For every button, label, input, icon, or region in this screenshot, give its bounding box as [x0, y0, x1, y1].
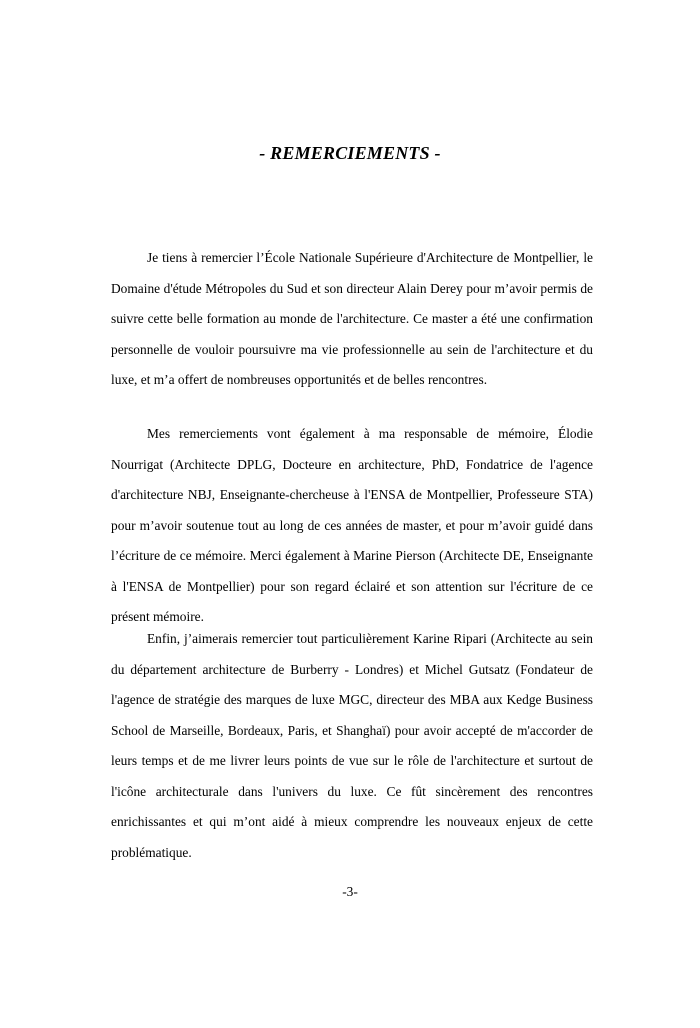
paragraph-supervisor-thanks: Mes remerciements vont également à ma responsable de mémoire, Élodie Nourrigat (Architecte DPLG, Docteure en architecture, PhD, Fondatrice de l'agence d'architecture NBJ, Enseignante-chercheuse à l'ENSA de Montpellier, Professeure STA) pour m’avoir soutenue tout au long de ces années de master, et pour m’avoir guidé dans l’écriture de ce mémoire. Merci également à Marine Pierson (Architecte DE, Enseignante à l'ENSA de Montpellier) pour son regard éclairé et son attention sur l'écriture de ce présent mémoire.	[111, 426, 593, 624]
paragraph-interviewees-thanks: Enfin, j’aimerais remercier tout particulièrement Karine Ripari (Architecte au sein du département architecture de Burberry - Londres) et Michel Gutsatz (Fondateur de l'agence de stratégie des marques de luxe MGC, directeur des MBA aux Kedge Business School de Marseille, Bordeaux, Paris, et Shanghaï) pour avoir accepté de m'accorder de leurs temps et de me livrer leurs points de vue sur le rôle de l'architecture et surtout de l'icône architecturale dans l'univers du luxe. Ce fût sincèrement des rencontres enrichissantes et qui m’ont aidé à mieux comprendre les nouveaux enjeux de cette problématique.	[111, 631, 593, 860]
page-title: - REMERCIEMENTS -	[259, 143, 441, 163]
paragraph-2-container	[111, 419, 593, 633]
page-number: -3-	[342, 884, 358, 899]
paragraph-ensam-thanks: Je tiens à remercier l’École Nationale Supérieure d'Architecture de Montpellier, le Domaine d'étude Métropoles du Sud et son directeur Alain Derey pour m’avoir permis de suivre cette belle formation au monde de l'architecture. Ce master a été une confirmation personnelle de vouloir poursuivre ma vie professionnelle au sein de l'architecture et du luxe, et m’a offert de nombreuses opportunités et de belles rencontres.	[111, 250, 593, 387]
paragraph-1-container	[111, 243, 593, 396]
paragraph-3-container	[111, 624, 593, 868]
